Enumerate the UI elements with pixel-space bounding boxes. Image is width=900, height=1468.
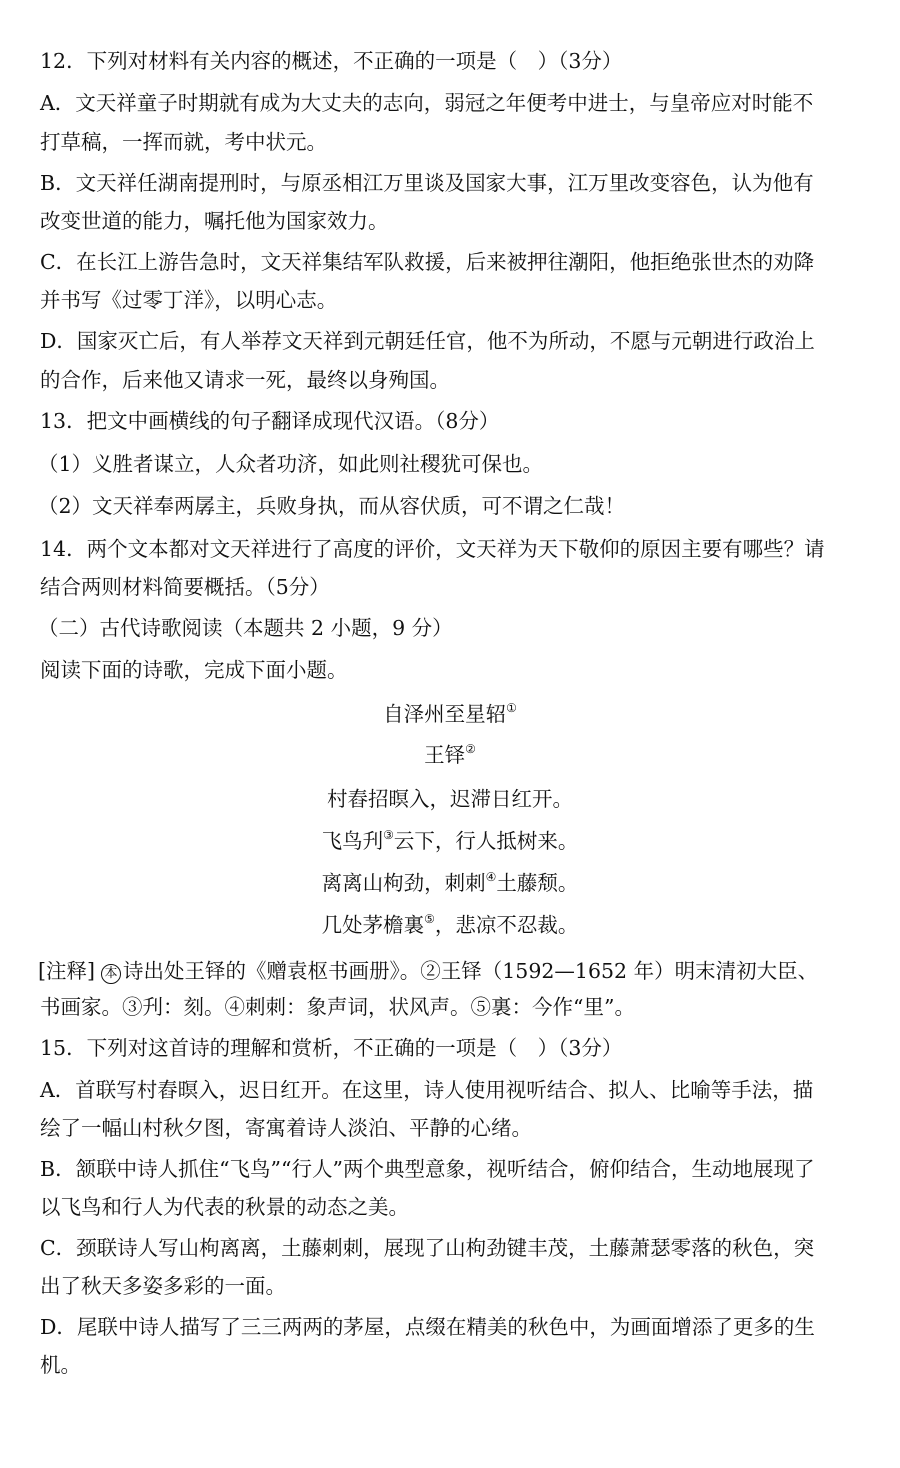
q13-stem: 13．把文中画横线的句子翻译成现代汉语。（8分）: [40, 409, 500, 433]
poem-line-2-a: 飞鸟刋: [321, 829, 384, 853]
q14-line2: 结合两则材料简要概括。（5分）: [40, 575, 330, 599]
poem-author-note-mark: ②: [465, 742, 476, 756]
q13-sentence-1: （1）义胜者谋立，人众者功济，如此则社稷犹可保也。: [38, 452, 544, 476]
q15-option-a-line2: 绘了一幅山村秋夕图，寄寓着诗人淡泊、平静的心绪。: [40, 1116, 532, 1140]
q15-option-b-line1: B．颔联中诗人抓住“飞鸟”“行人”两个典型意象，视听结合，俯仰结合，生动地展现了: [40, 1157, 815, 1181]
poem-line-3: [0, 869, 900, 897]
poem-line-2-b: 云下，行人抵树来。: [393, 829, 579, 853]
poem-line-4: [0, 911, 900, 939]
q12-option-a-line1: A．文天祥童子时期就有成为大丈夫的志向，弱冠之年便考中进士，与皇帝应对时能不: [40, 91, 814, 115]
notes-label: [注释]: [38, 959, 95, 983]
section-intro: 阅读下面的诗歌，完成下面小题。: [40, 658, 348, 682]
q12-option-a-line2: 打草稿，一挥而就，考中状元。: [40, 130, 327, 154]
notes-text-1: 诗出处王铎的《赠袁枢书画册》。②王铎（1592—1652 年）明末清初大臣、: [123, 959, 819, 983]
poem-title-note-mark: ①: [506, 701, 517, 715]
q14-line1: 14．两个文本都对文天祥进行了高度的评价，文天祥为天下敬仰的原因主要有哪些？请: [40, 537, 825, 561]
note-circle-icon: 本: [101, 964, 121, 984]
poem-author-text: 王铎: [424, 743, 466, 767]
q12-option-c-line1: C．在长江上游告急时，文天祥集结军队救援，后来被押往潮阳，他拒绝张世杰的劝降: [40, 250, 815, 274]
poem-line-3-note-mark: ④: [485, 870, 497, 884]
q15-option-d-line1: D．尾联中诗人描写了三三两两的茅屋，点缀在精美的秋色中，为画面增添了更多的生: [40, 1315, 815, 1339]
section-heading: （二）古代诗歌阅读（本题共 2 小题，9 分）: [38, 616, 453, 640]
poem-line-1: 村舂招暝入，迟滞日红开。: [327, 787, 573, 811]
q12-option-b-line1: B．文天祥任湖南提刑时，与原丞相江万里谈及国家大事，江万里改变容色，认为他有: [40, 171, 814, 195]
poem-line-4-a: 几处茅檐裏: [321, 913, 425, 937]
q12-option-b-line2: 改变世道的能力，嘱托他为国家效力。: [40, 209, 389, 233]
q15-option-c-line1: C．颈联诗人写山枸离离，土藤刺刺，展现了山枸劲键丰茂，土藤萧瑟零落的秋色，突: [40, 1236, 815, 1260]
q15-option-c-line2: 出了秋天多姿多彩的一面。: [40, 1274, 286, 1298]
poem-line-3-a: 离离山枸劲，刺刺: [321, 871, 486, 895]
poem-title-text: 自泽州至星轺: [383, 702, 507, 726]
poem-line-4-b: ，悲凉不忍裁。: [434, 913, 579, 937]
q12-option-d-line2: 的合作，后来他又请求一死，最终以身殉国。: [40, 368, 450, 392]
q15-option-a-line1: A．首联写村舂暝入，迟日红开。在这里，诗人使用视听结合、拟人、比喻等手法，描: [40, 1078, 814, 1102]
q15-stem: 15．下列对这首诗的理解和赏析，不正确的一项是（ ）（3分）: [40, 1036, 623, 1060]
poem-line-3-b: 土藤颓。: [496, 871, 579, 895]
notes-line-1: [38, 957, 868, 985]
poem-line-2-note-mark: ③: [383, 828, 394, 842]
poem-line-4-note-mark: ⑤: [424, 912, 435, 926]
poem-author: [0, 741, 900, 769]
poem-line-2: [0, 827, 900, 855]
q15-option-d-line2: 机。: [40, 1353, 81, 1377]
q12-option-c-line2: 并书写《过零丁洋》，以明心志。: [40, 288, 338, 312]
q12-stem: 12．下列对材料有关内容的概述，不正确的一项是（ ）（3分）: [40, 49, 623, 73]
poem-title: [0, 700, 900, 728]
q15-option-b-line2: 以飞鸟和行人为代表的秋景的动态之美。: [40, 1195, 409, 1219]
q12-option-d-line1: D．国家灭亡后，有人举荐文天祥到元朝廷任官，他不为所动，不愿与元朝进行政治上: [40, 329, 815, 353]
notes-line-2: 书画家。③刋：刻。④刺刺：象声词，状风声。⑤裏：今作“里”。: [40, 995, 635, 1019]
q13-sentence-2: （2）文天祥奉两孱主，兵败身执，而从容伏质，可不谓之仁哉！: [38, 494, 626, 518]
